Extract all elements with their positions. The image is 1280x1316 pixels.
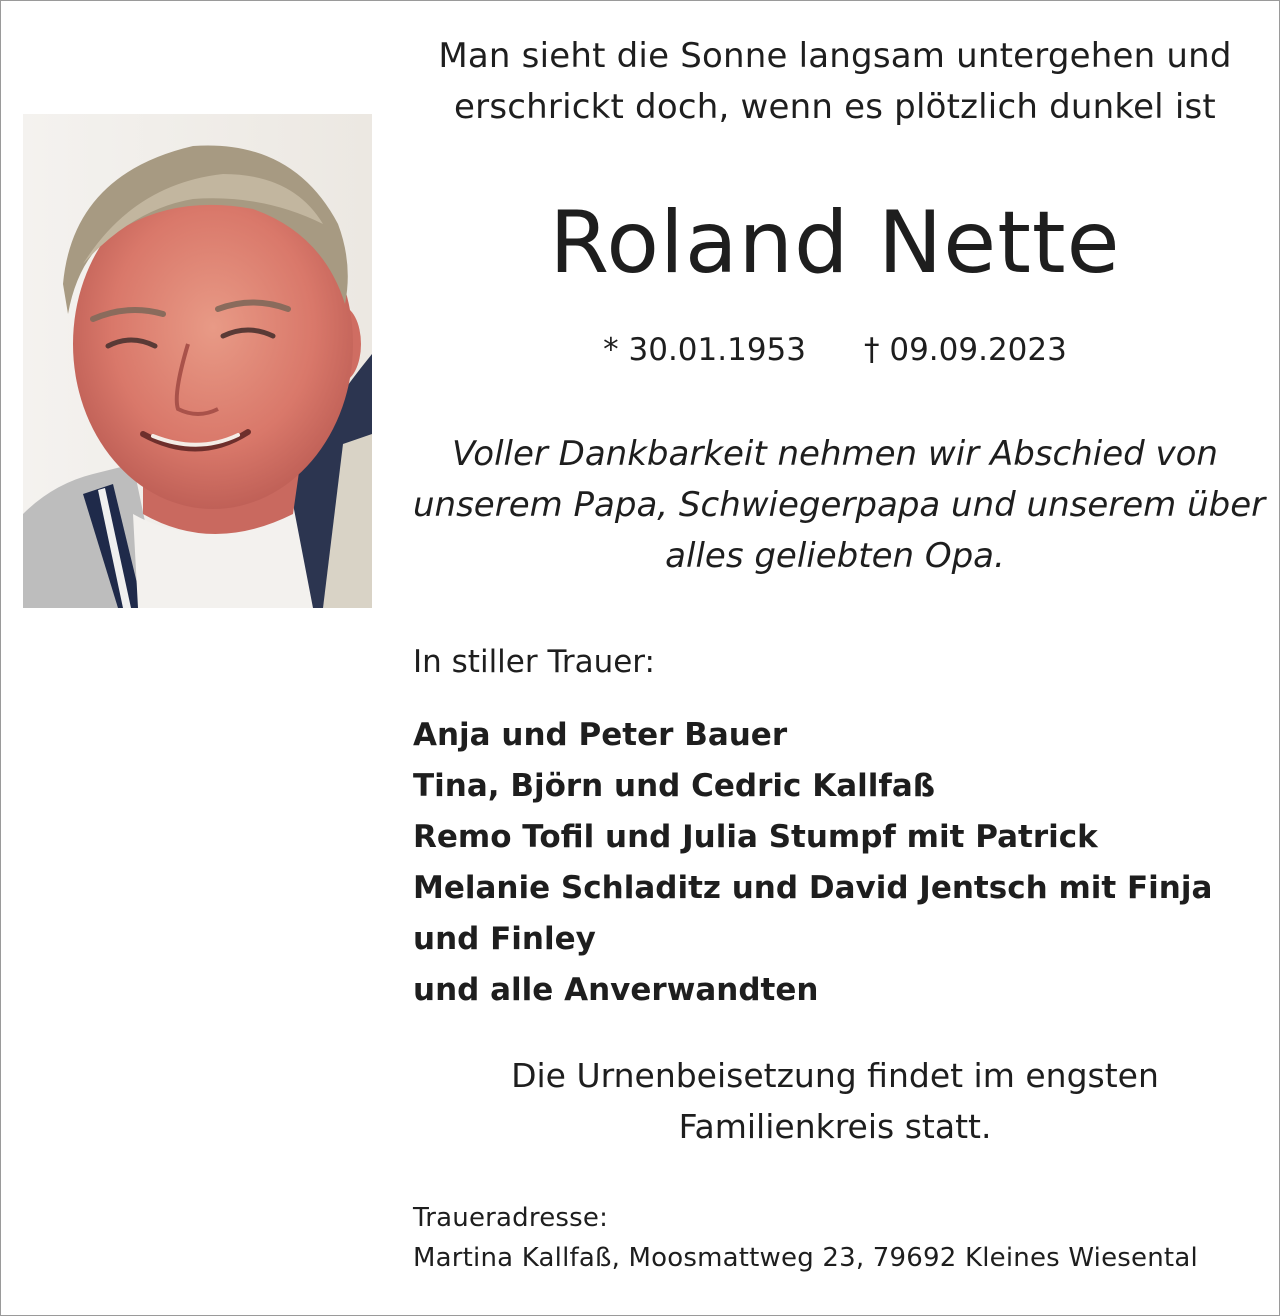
- mourner-line: Tina, Björn und Cedric Kallfaß: [413, 768, 936, 804]
- address-label: Traueradresse:: [413, 1203, 609, 1233]
- mourning-label: In stiller Trauer:: [413, 644, 655, 680]
- farewell-line: alles geliebten Opa.: [665, 536, 1005, 576]
- life-dates: [413, 329, 1257, 371]
- verse-line: Man sieht die Sonne langsam untergehen und: [438, 36, 1232, 76]
- verse-line: erschrickt doch, wenn es plötzlich dunkel ist: [454, 87, 1216, 127]
- mourner-line: Anja und Peter Bauer: [413, 717, 788, 753]
- deceased-name: Roland Nette: [549, 193, 1121, 293]
- portrait-photo: [23, 114, 372, 608]
- death-date: † 09.09.2023: [864, 332, 1067, 368]
- farewell-line: unserem Papa, Schwiegerpapa und unserem über: [413, 485, 1266, 525]
- birth-date: * 30.01.1953: [603, 332, 806, 368]
- mourning-address: [413, 1198, 1198, 1278]
- address-value: Martina Kallfaß, Moosmattweg 23, 79692 Kleines Wiesental: [413, 1243, 1198, 1273]
- farewell-text: [413, 429, 1266, 582]
- mourner-line: Melanie Schladitz und David Jentsch mit Finja: [413, 870, 1213, 906]
- burial-line: Die Urnenbeisetzung findet im engsten: [511, 1056, 1159, 1095]
- mourner-line: und Finley: [413, 921, 596, 957]
- verse: [413, 31, 1257, 133]
- mourners-list: [413, 710, 1263, 1016]
- burial-note: [413, 1050, 1257, 1152]
- mourner-line: und alle Anverwandten: [413, 972, 819, 1008]
- farewell-line: Voller Dankbarkeit nehmen wir Abschied von: [452, 434, 1218, 474]
- mourner-line: Remo Tofil und Julia Stumpf mit Patrick: [413, 819, 1098, 855]
- burial-line: Familienkreis statt.: [678, 1107, 992, 1146]
